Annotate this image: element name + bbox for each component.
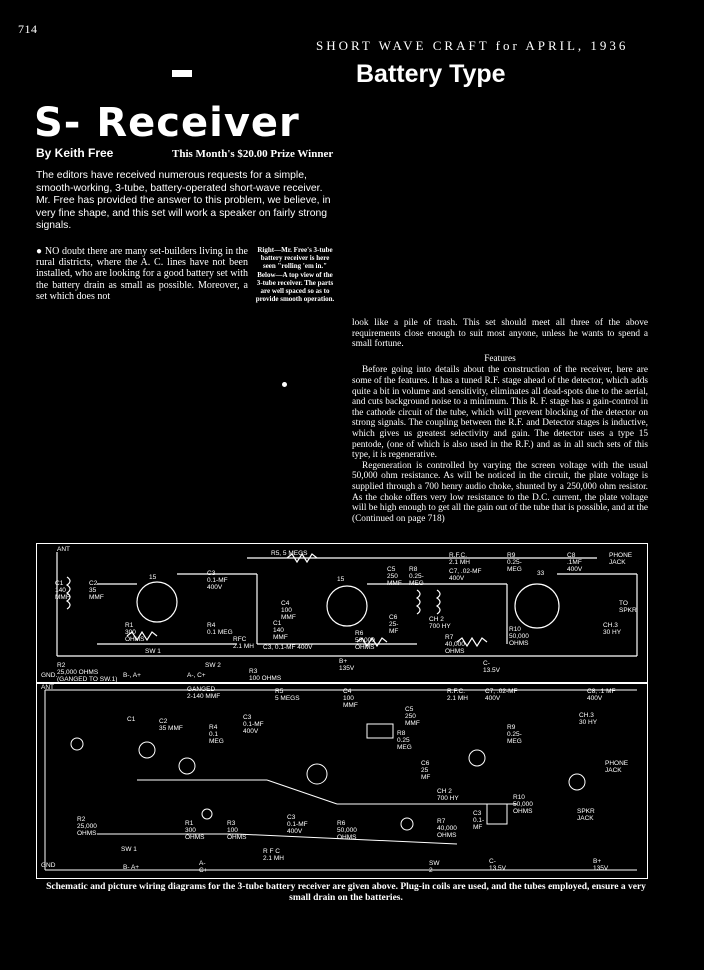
article-title: S- Receiver: [34, 100, 300, 146]
label-tube-3: 33: [537, 570, 545, 577]
wlabel-sw1: SW 1: [121, 846, 137, 853]
subheading-features: Features: [484, 353, 516, 364]
label-c4: C4 100 MMF: [281, 600, 296, 621]
body-column-2: [352, 318, 648, 524]
wlabel-r8: R8 0.25 MEG: [397, 730, 412, 751]
label-sw1: SW 1: [145, 648, 161, 655]
label-rfc-top: R.F.C. 2.1 MH: [449, 552, 470, 566]
wlabel-gnd: GND: [41, 862, 56, 869]
label-r7: R7 40,000 OHMS: [445, 634, 465, 655]
wlabel-c3b: C3 0.1-MF 400V: [287, 814, 308, 835]
wlabel-rfc: R.F.C. 2.1 MH: [447, 688, 468, 702]
label-c1: C1 140 MMF: [55, 580, 70, 601]
title-dash: [172, 70, 192, 77]
label-spkr: TO SPKR: [619, 600, 637, 614]
wlabel-r9: R9 0.25- MEG: [507, 724, 522, 745]
wlabel-spkr: SPKR JACK: [577, 808, 595, 822]
label-r10: R10 50,000 OHMS: [509, 626, 529, 647]
label-r4: R4 0.1 MEG: [207, 622, 233, 636]
label-b-plus: B+ 135V: [339, 658, 355, 672]
label-c5: C5 250 MMF: [387, 566, 402, 587]
label-r6: R6 50,000 OHMS: [355, 630, 375, 651]
wlabel-ch3: CH.3 30 HY: [579, 712, 598, 726]
figure-caption: Schematic and picture wiring diagrams for the 3-tube battery receiver are given above. Plug-in coils are used, and the tubes employed, ensure a very small drain on the batteries.: [46, 882, 646, 903]
label-tube-1: 15: [149, 574, 157, 581]
wlabel-c8: C8, .1 MF 400V: [587, 688, 616, 702]
wlabel-r6: R6 50,000 OHMS: [337, 820, 357, 841]
intro-paragraph: The editors have received numerous requests for a simple, smooth-working, 3-tube, battery-operated short-wave receiver. Mr. Free has provided the answer to this problem, we believe, in very fine shape, and this set will work a speaker on fairly strong signals.: [36, 170, 331, 232]
wlabel-rfc2: R F C 2.1 MH: [263, 848, 284, 862]
label-c6: C6 25- MF: [389, 614, 399, 635]
label-c3b: C3, 0.1-MF 400V: [263, 644, 313, 651]
paragraph: Regeneration is controlled by varying the screen voltage with the usual 50,000 ohm resistance. As will be noticed in the circuit, the plate voltage is supplied through a 700 henry audio choke, shunted by a 250,000 ohm resistor. As the choke offers very low resistance to the D.C. current, the plate voltage will be high enough to get all the gain out of the tube that is possible, and at the (Continued on page 718): [352, 460, 648, 524]
wlabel-c2: C2 35 MMF: [159, 718, 183, 732]
wlabel-c3: C3 0.1-MF 400V: [243, 714, 264, 735]
paragraph: look like a pile of trash. This set should meet all three of the above requirements close enough to suit most anyone, unless he wants to spend a small fortune.: [352, 318, 648, 350]
wlabel-c4: C4 100 MMF: [343, 688, 358, 709]
label-rfc-mid: RFC 2.1 MH: [233, 636, 254, 650]
wlabel-c6: C6 25 MF: [421, 760, 431, 781]
wlabel-sw2: SW 2: [429, 860, 440, 874]
wlabel-r2: R2 25,000 OHMS: [77, 816, 97, 837]
label-ch3: CH.3 30 HY: [603, 622, 622, 636]
label-tube-2: 15: [337, 576, 345, 583]
wlabel-b-plus: B+ 135V: [593, 858, 609, 872]
wiring-diagram: [36, 683, 648, 879]
label-a-minus: A-, C+: [187, 672, 206, 679]
wlabel-c-minus: C- 13.5V: [489, 858, 506, 872]
label-c8: C8 .1MF 400V: [567, 552, 583, 573]
wlabel-r10: R10 50,000 OHMS: [513, 794, 533, 815]
article-title-part: Battery Type: [356, 60, 506, 88]
label-c3: C3 0.1-MF 400V: [207, 570, 228, 591]
label-r2: R2 25,000 OHMS (GANGED TO SW.1): [57, 662, 118, 683]
wlabel-ganged: GANGED 2-140 MMF: [187, 686, 221, 700]
schematic-diagram: [36, 543, 648, 683]
wlabel-r5: R5 5 MEGS: [275, 688, 300, 702]
prize-line: This Month's $20.00 Prize Winner: [172, 148, 334, 160]
label-r8: R8 0.25- MEG: [409, 566, 424, 587]
label-r1: R1 300 OHMS: [125, 622, 145, 643]
label-gnd: GND.: [41, 672, 58, 679]
wlabel-r4: R4 0.1 MEG: [209, 724, 224, 745]
page-number: 714: [18, 22, 38, 36]
label-ant: ANT: [57, 546, 70, 553]
wlabel-c5: C5 250 MMF: [405, 706, 420, 727]
label-r3: R3 100 OHMS: [249, 668, 282, 682]
wlabel-c1: C1: [127, 716, 136, 723]
byline: By Keith Free: [36, 146, 114, 160]
wlabel-b-minus: B- A+: [123, 864, 140, 871]
label-r5: R5, 5 MEGS: [271, 550, 308, 557]
label-c7: C7, .02-MF 400V: [449, 568, 482, 582]
wlabel-a-minus: A- C+: [199, 860, 208, 874]
label-b-minus: B-, A+: [123, 672, 141, 679]
paragraph: Before going into details about the construction of the receiver, here are some of the features. It has a tuned R.F. stage ahead of the detector, which adds quite a bit in volume and sensitivity, eliminates all dead-spots due to the aerial, and cuts background noise to a minimum. This R. F. stage has a gain-control in the cathode circuit of the tube, which will prevent blocking of the detector on strong signals. The coupling between the R.F. and Detector stages is inductive, which gives us greatest selectivity and gain. The detector uses a type 15 pentode, (one of which is also used in the R.F.) and as in all such sets of this type, it is regenerative.: [352, 365, 648, 461]
wlabel-c3c: C3 0.1- MF: [473, 810, 485, 831]
label-c2: C2 35 MMF: [89, 580, 104, 601]
photo-caption: Right—Mr. Free's 3-tube battery receiver is here seen "rolling 'em in." Below—A top view of the 3-tube receiver. The parts are well spaced so as to provide smooth operation.: [255, 246, 335, 304]
wlabel-r3: R3 100 OHMS: [227, 820, 247, 841]
wlabel-c7: C7, .02-MF 400V: [485, 688, 518, 702]
label-ch2: CH 2 700 HY: [429, 616, 451, 630]
label-phone-jack: PHONE JACK: [609, 552, 633, 566]
body-column-1: ● NO doubt there are many set-builders living in the rural districts, where the A. C. lines have not been installed, who are looking for a good battery set with the battery drain as small as possible. Moreover, a set which does not: [36, 246, 248, 302]
wlabel-ch2: CH 2 700 HY: [437, 788, 459, 802]
wlabel-phone: PHONE JACK: [605, 760, 629, 774]
label-r9: R9 0.25- MEG: [507, 552, 522, 573]
label-c1b: C1 140 MMF: [273, 620, 288, 641]
wlabel-ant: ANT: [41, 684, 54, 691]
wlabel-r7: R7 40,000 OHMS: [437, 818, 457, 839]
label-sw2: SW 2: [205, 662, 221, 669]
wlabel-r1: R1 300 OHMS: [185, 820, 205, 841]
running-head: SHORT WAVE CRAFT for APRIL, 1936: [316, 38, 629, 53]
label-c-minus: C- 13.5V: [483, 660, 500, 674]
decorative-dot: [282, 382, 287, 387]
